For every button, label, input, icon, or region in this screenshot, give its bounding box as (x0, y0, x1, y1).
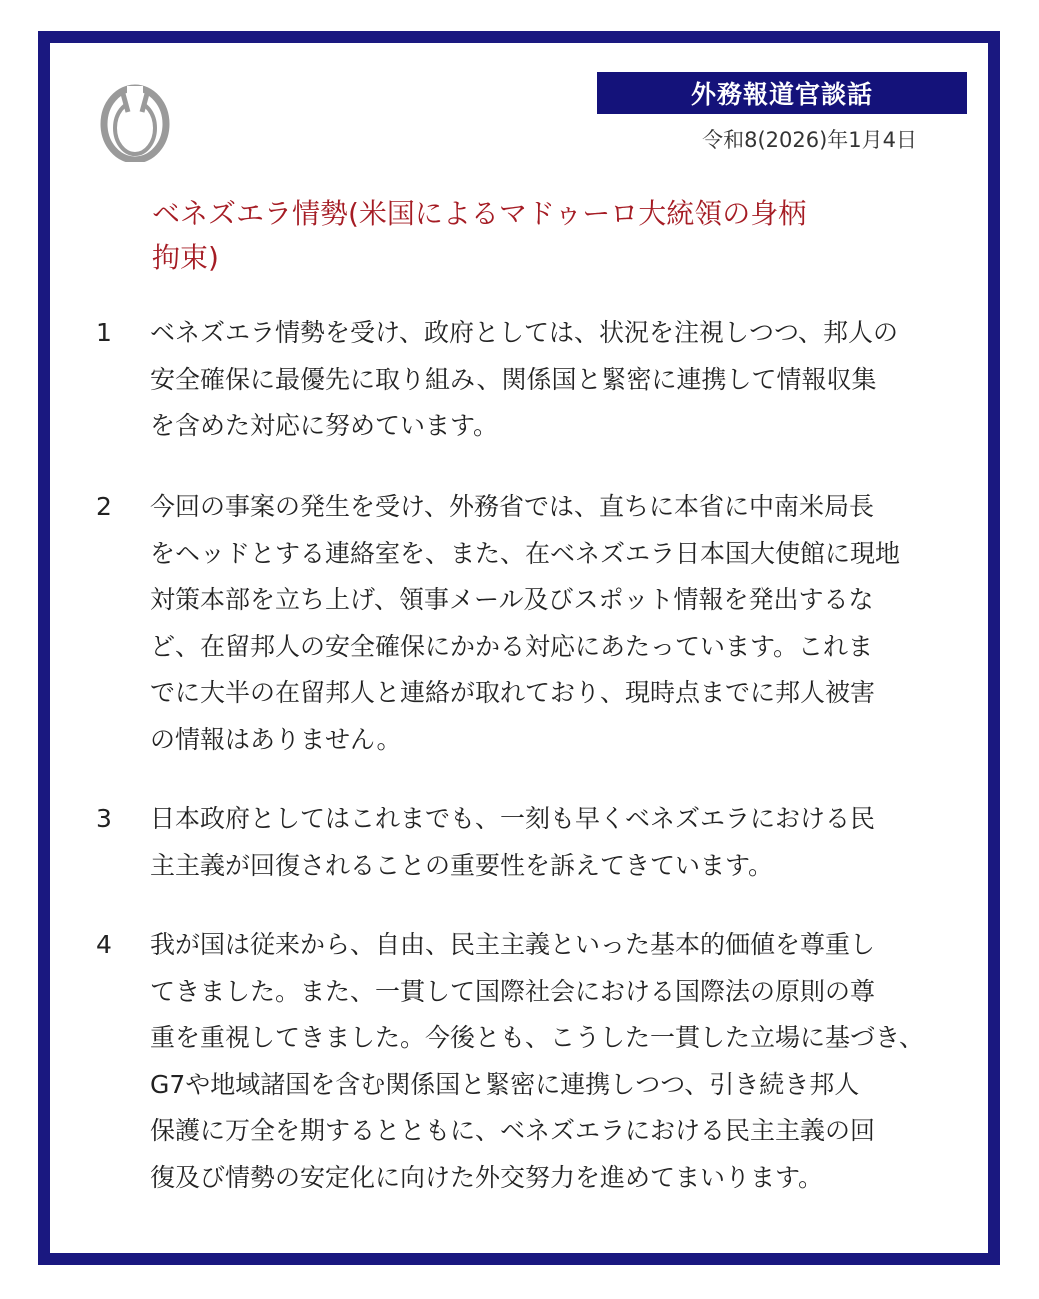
paragraph-1 (96, 310, 956, 450)
paragraph-4 (96, 922, 956, 1201)
paragraph-line: 安全確保に最優先に取り組み、関係国と緊密に連携して情報収集 (150, 364, 877, 394)
paragraph-line: 復及び情勢の安定化に向けた外交努力を進めてまいります。 (150, 1162, 824, 1192)
statement-date: 令和8(2026)年1月4日 (702, 128, 917, 152)
paragraph-line: 重を重視してきました。今後とも、こうした一貫した立場に基づき、 (150, 1023, 925, 1052)
paragraph-line: でに大半の在留邦人と連絡が取れており、現時点までに邦人被害 (150, 678, 876, 707)
paragraph-number: 3 (96, 804, 112, 833)
paragraph-number: 2 (96, 492, 112, 521)
title-line: ベネズエラ情勢(米国によるマドゥーロ大統領の身柄 (152, 197, 807, 230)
paragraph-line: 保護に万全を期するとともに、ベネズエラにおける民主主義の回 (150, 1116, 876, 1145)
paragraph-number: 1 (96, 318, 112, 347)
press-secretary-statement-label: 外務報道官談話 (597, 72, 967, 114)
paragraph-line: 今回の事案の発生を受け、外務省では、直ちに本省に中南米局長 (150, 492, 875, 521)
paragraph-line: 日本政府としてはこれまでも、一刻も早くベネズエラにおける民 (150, 804, 876, 833)
paragraph-line: ど、在留邦人の安全確保にかかる対応にあたっています。これま (150, 631, 874, 661)
paragraph-line: てきました。また、一貫して国際社会における国際法の原則の尊 (150, 976, 876, 1006)
paragraph-line: 主主義が回復されることの重要性を訴えてきています。 (150, 850, 774, 880)
paragraph-line: ベネズエラ情勢を受け、政府としては、状況を注視しつつ、邦人の (150, 318, 899, 347)
paragraph-line: を含めた対応に努めています。 (150, 411, 499, 440)
paragraph-line: 対策本部を立ち上げ、領事メール及びスポット情報を発出するな (150, 585, 874, 614)
paragraph-line: 我が国は従来から、自由、民主主義といった基本的価値を尊重し (150, 930, 876, 959)
paragraph-line: をヘッドとする連絡室を、また、在ベネズエラ日本国大使館に現地 (150, 538, 901, 568)
paragraph-line: の情報はありません。 (150, 724, 402, 754)
paragraph-number: 4 (96, 930, 112, 959)
paragraph-line: G7や地域諸国を含む関係国と緊密に連携しつつ、引き続き邦人 (150, 1069, 860, 1099)
title-line: 拘束) (152, 241, 219, 274)
ministry-emblem-icon (100, 82, 170, 162)
paragraph-2 (96, 484, 956, 763)
paragraph-3 (96, 796, 956, 889)
statement-title (152, 192, 912, 280)
